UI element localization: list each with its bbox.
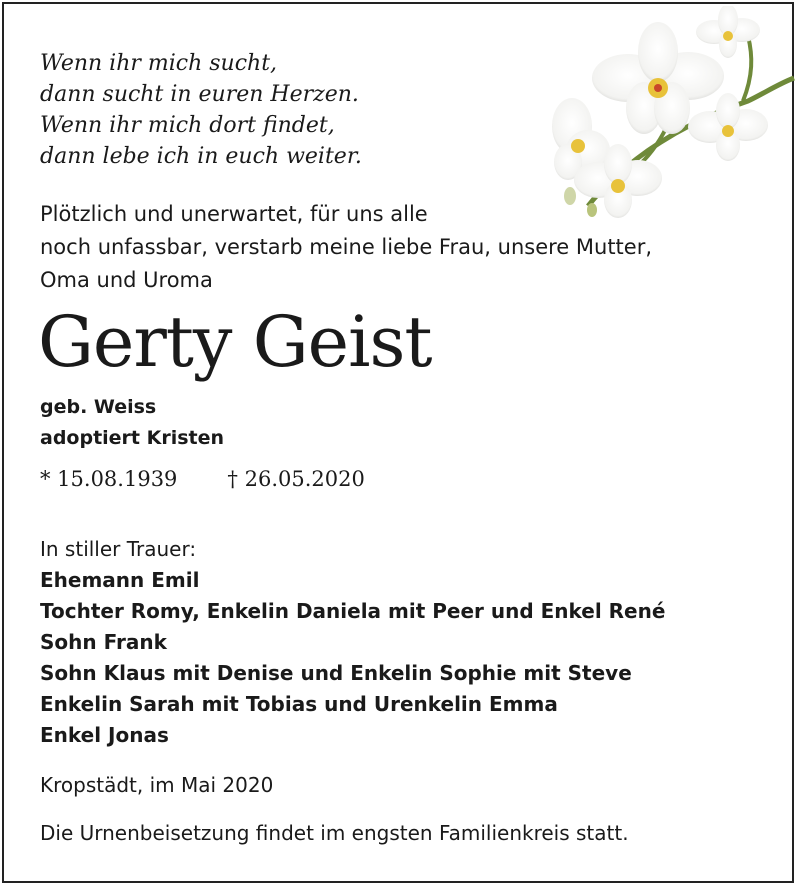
birth-name: geb. Weiss xyxy=(40,396,157,418)
intro-line: Oma und Uroma xyxy=(40,268,213,292)
mourner-line: Enkel Jonas xyxy=(40,723,169,747)
mourner-line: Sohn Klaus mit Denise und Enkelin Sophie mit Steve xyxy=(40,661,632,685)
death-date: † 26.05.2020 xyxy=(227,467,365,491)
burial-note: Die Urnenbeisetzung findet im engsten Familienkreis statt. xyxy=(40,821,629,845)
mourner-line: Sohn Frank xyxy=(40,630,167,654)
poem xyxy=(40,48,362,172)
mourners-heading: In stiller Trauer: xyxy=(40,537,197,561)
mourners xyxy=(40,534,665,751)
poem-line: Wenn ihr mich dort findet, xyxy=(40,113,335,138)
intro-line: Plötzlich und unerwartet, für uns alle xyxy=(40,202,428,226)
poem-line: dann lebe ich in euch weiter. xyxy=(40,144,362,169)
mourner-line: Ehemann Emil xyxy=(40,568,200,592)
deceased-details xyxy=(40,392,224,454)
intro-line: noch unfassbar, verstarb meine liebe Frau, unsere Mutter, xyxy=(40,235,653,259)
deceased-name: Gerty Geist xyxy=(38,301,432,383)
life-dates xyxy=(40,464,365,494)
mourner-line: Enkelin Sarah mit Tobias und Urenkelin Emma xyxy=(40,692,558,716)
place-date: Kropstädt, im Mai 2020 xyxy=(40,773,274,797)
poem-line: dann sucht in euren Herzen. xyxy=(40,82,359,107)
intro-text xyxy=(40,198,652,297)
birth-date: * 15.08.1939 xyxy=(40,467,178,491)
mourner-line: Tochter Romy, Enkelin Daniela mit Peer und Enkel René xyxy=(40,599,666,623)
poem-line: Wenn ihr mich sucht, xyxy=(40,51,278,76)
adopted-name: adoptiert Kristen xyxy=(40,427,225,449)
orchid-flower-icon xyxy=(548,6,796,230)
